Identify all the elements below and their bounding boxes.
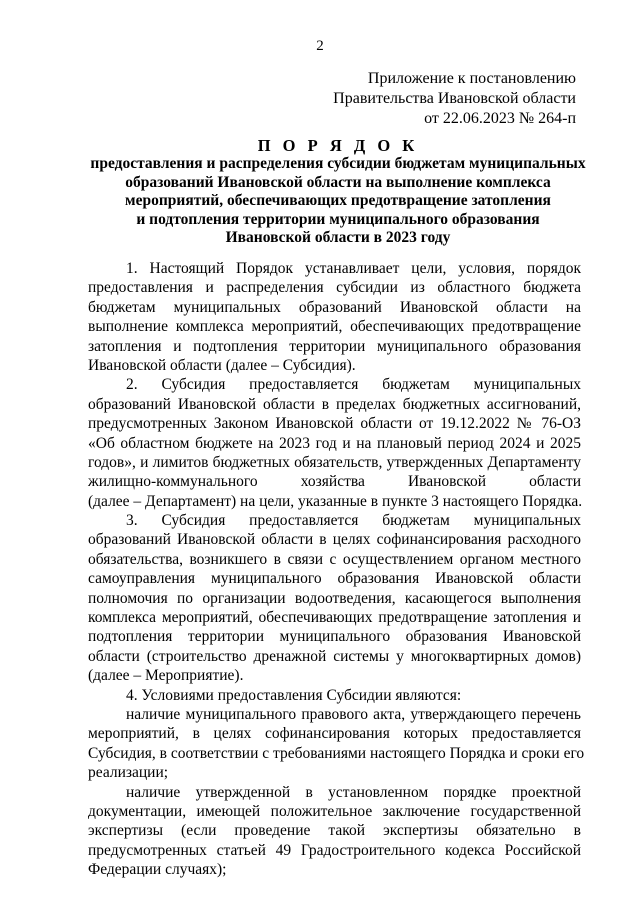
paragraph-2-line: жилищно-коммунального хозяйства Ивановской области xyxy=(88,473,581,491)
paragraph-1-line: предоставления и распределения субсидии из областного бюджета xyxy=(88,279,581,297)
condition-1-line: реализации; xyxy=(88,764,169,782)
condition-1-line: наличие муниципального правового акта, утверждающего перечень xyxy=(126,705,581,723)
paragraph-2-line: 2. Субсидия предоставляется бюджетам муниципальных xyxy=(126,376,581,394)
appendix-header xyxy=(333,69,576,129)
paragraph-1-line: бюджетам муниципальных образований Ивановской области на xyxy=(88,298,581,316)
paragraph-2-line: (далее – Департамент) на цели, указанные в пункте 3 настоящего Порядка. xyxy=(88,492,583,510)
paragraph-3-line: области (строительство дренажной системы у многоквартирных домов) xyxy=(88,647,581,665)
paragraph-3-line: самоуправления муниципального образования Ивановской области xyxy=(88,570,581,588)
condition-2-line: Федерации случаях); xyxy=(88,861,227,879)
paragraph-2-line: предусмотренных Законом Ивановской области от 19.12.2022 № 76-ОЗ xyxy=(88,415,581,433)
appendix-line: Правительства Ивановской области xyxy=(333,90,576,107)
paragraph-3-line: обязательства, возникшего в связи с осуществлением органом местного xyxy=(88,550,581,568)
subtitle-line: Ивановской области в 2023 году xyxy=(225,229,451,246)
paragraph-1-line: выполнение комплекса мероприятий, обеспечивающих предотвращение xyxy=(88,318,581,336)
appendix-line: от 22.06.2023 № 264-п xyxy=(424,110,576,127)
condition-2-line: документации, имеющей положительное заключение государственной xyxy=(88,802,581,820)
appendix-line: Приложение к постановлению xyxy=(367,70,576,87)
subtitle-line: предоставления и распределения субсидии бюджетам муниципальных xyxy=(90,155,586,172)
paragraph-3-line: полномочия по организации водоотведения, касающегося выполнения xyxy=(88,589,581,607)
paragraph-2-line: «Об областном бюджете на 2023 год и на плановый период 2024 и 2025 xyxy=(88,434,581,452)
paragraph-3-line: подтопления территории муниципального образования Ивановской xyxy=(88,628,581,646)
paragraph-4-line: 4. Условиями предоставления Субсидии являются: xyxy=(126,686,462,704)
condition-1-line: Субсидия, в соответствии с требованиями настоящего Порядка и сроки его xyxy=(88,744,585,762)
paragraph-3-line: комплекса мероприятий, обеспечивающих предотвращение затопления и xyxy=(88,609,581,627)
paragraph-2-line: годов», и лимитов бюджетных обязательств, утвержденных Департаменту xyxy=(88,453,581,471)
subtitle-line: образований Ивановской области на выполнение комплекса xyxy=(125,173,551,191)
paragraph-2-line: образований Ивановской области в пределах бюджетных ассигнований, xyxy=(88,395,581,413)
paragraph-3-line: 3. Субсидия предоставляется бюджетам муниципальных xyxy=(126,512,581,530)
document-subtitle xyxy=(88,155,588,248)
subtitle-line: мероприятий, обеспечивающих предотвращение затопления xyxy=(125,192,551,209)
document-title: П О Р Я Д О К xyxy=(257,136,419,155)
paragraph-3-line: (далее – Мероприятие). xyxy=(88,667,244,685)
paragraph-3-line: образований Ивановской области в целях софинансирования расходного xyxy=(88,531,581,549)
condition-2-line: экспертизы (если проведение такой экспертизы обязательно в xyxy=(88,822,581,840)
document-body xyxy=(88,259,585,880)
page-number: 2 xyxy=(316,38,324,54)
subtitle-line: и подтопления территории муниципального образования xyxy=(136,210,540,228)
paragraph-1-line: затопления и подтопления территории муниципального образования xyxy=(88,337,581,355)
condition-1-line: мероприятий, в целях софинансирования которых предоставляется xyxy=(88,725,581,743)
condition-2-line: наличие утвержденной в установленном порядке проектной xyxy=(126,783,581,801)
paragraph-1-line: 1. Настоящий Порядок устанавливает цели, условия, порядок xyxy=(126,260,581,277)
paragraph-1-line: Ивановской области (далее – Субсидия). xyxy=(88,356,356,374)
condition-2-line: предусмотренных статьей 49 Градостроительного кодекса Российской xyxy=(88,841,581,859)
